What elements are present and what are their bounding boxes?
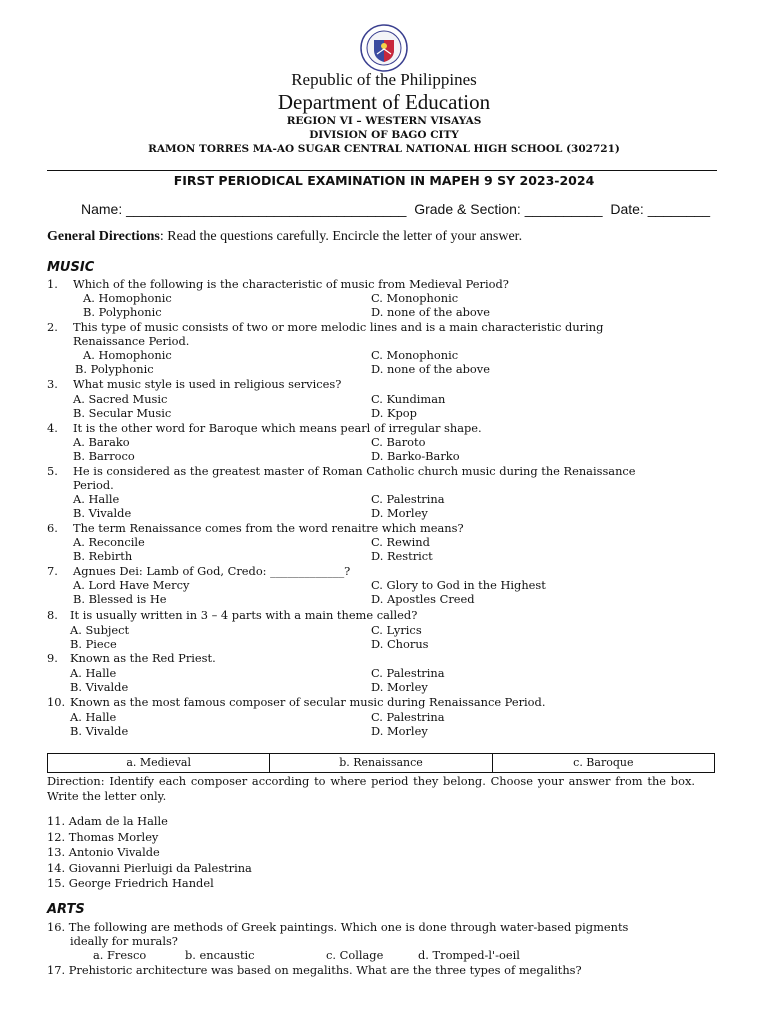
choice-c[interactable]: C. Palestrina [371, 710, 445, 724]
header-department: Department of Education [277, 90, 491, 114]
question-text: It is usually written in 3 – 4 parts with a main theme called? [70, 608, 418, 622]
matching-item: 14. Giovanni Pierluigi da Palestrina [47, 861, 252, 875]
question-number: 9. [47, 651, 58, 665]
question-number: 2. [47, 320, 58, 334]
section-title-arts: ARTS [47, 902, 85, 917]
choice-c[interactable]: C. Rewind [371, 535, 430, 549]
question-text: The term Renaissance comes from the word renaitre which means? [73, 521, 464, 535]
choice-a[interactable]: A. Sacred Music [73, 392, 168, 406]
name-grade-date-line[interactable]: Name: ____________________________________ Grade & Section: __________ Date: ________ [81, 201, 710, 217]
choice-c[interactable]: C. Lyrics [371, 623, 422, 637]
question-number: 3. [47, 377, 58, 391]
choice-a[interactable]: A. Homophonic [83, 291, 172, 305]
question-text: This type of music consists of two or more melodic lines and is a main characteristic during [73, 320, 604, 334]
question-text: What music style is used in religious services? [73, 377, 342, 391]
question-text: Agnues Dei: Lamb of God, Credo: _____________? [73, 564, 351, 578]
period-renaissance: b. Renaissance [270, 754, 492, 772]
choice-b[interactable]: B. Rebirth [73, 549, 133, 563]
general-directions-label: General Directions [47, 229, 160, 244]
question-number: 1. [47, 277, 58, 291]
question-text: 16. The following are methods of Greek paintings. Which one is done through water-based pigments [47, 920, 629, 934]
choice-a[interactable]: A. Homophonic [83, 348, 172, 362]
choice-c[interactable]: C. Palestrina [371, 666, 445, 680]
choice-b[interactable]: B. Secular Music [73, 406, 172, 420]
header-division: DIVISION OF BAGO CITY [309, 129, 459, 141]
choice-b[interactable]: B. Barroco [73, 449, 135, 463]
question-number: 5. [47, 464, 58, 478]
general-directions [47, 229, 522, 245]
deped-seal-icon [360, 24, 408, 72]
choice-a[interactable]: A. Halle [70, 666, 117, 680]
choice-b[interactable]: B. Vivalde [70, 680, 129, 694]
question-text-cont: ideally for murals? [70, 934, 178, 948]
choice-a[interactable]: A. Halle [73, 492, 120, 506]
question-text: 17. Prehistoric architecture was based on megaliths. What are the three types of megaliths? [47, 963, 582, 977]
choice-d[interactable]: D. Apostles Creed [371, 592, 475, 606]
header-republic: Republic of the Philippines [291, 70, 477, 89]
choice-b[interactable]: B. Piece [70, 637, 117, 651]
choice-a[interactable]: A. Halle [70, 710, 117, 724]
section-title-music: MUSIC [47, 260, 95, 275]
choice-c[interactable]: C. Palestrina [371, 492, 445, 506]
question-text: Known as the most famous composer of secular music during Renaissance Period. [70, 695, 546, 709]
matching-item: 13. Antonio Vivalde [47, 845, 160, 859]
question-number: 7. [47, 564, 58, 578]
choice-b[interactable]: B. Blessed is He [73, 592, 167, 606]
choice-a[interactable]: A. Lord Have Mercy [73, 578, 190, 592]
choice-b[interactable]: B. Vivalde [70, 724, 129, 738]
question-number: 8. [47, 608, 58, 622]
choice-d[interactable]: d. Tromped-l'-oeil [418, 948, 520, 962]
exam-title: FIRST PERIODICAL EXAMINATION IN MAPEH 9 SY 2023-2024 [173, 173, 595, 188]
period-medieval: a. Medieval [48, 754, 270, 772]
choice-c[interactable]: C. Monophonic [371, 348, 459, 362]
choice-d[interactable]: D. Morley [371, 506, 428, 520]
choice-b[interactable]: B. Polyphonic [75, 362, 154, 376]
header-school: RAMON TORRES MA-AO SUGAR CENTRAL NATIONAL HIGH SCHOOL (302721) [148, 143, 620, 155]
choice-d[interactable]: D. Morley [371, 724, 428, 738]
choice-d[interactable]: D. Barko-Barko [371, 449, 460, 463]
choice-b[interactable]: B. Polyphonic [83, 305, 162, 319]
matching-item: 12. Thomas Morley [47, 830, 159, 844]
choice-c[interactable]: C. Kundiman [371, 392, 446, 406]
question-text: He is considered as the greatest master of Roman Catholic church music during the Renaissance [73, 464, 636, 478]
choice-a[interactable]: A. Reconcile [73, 535, 145, 549]
matching-item: 11. Adam de la Halle [47, 814, 168, 828]
choice-c[interactable]: c. Collage [326, 948, 384, 962]
choice-c[interactable]: C. Baroto [371, 435, 426, 449]
choice-a[interactable]: A. Subject [70, 623, 130, 637]
choice-d[interactable]: D. Restrict [371, 549, 433, 563]
question-number: 4. [47, 421, 58, 435]
choice-b[interactable]: b. encaustic [185, 948, 255, 962]
question-text: Which of the following is the characteristic of music from Medieval Period? [73, 277, 509, 291]
choice-b[interactable]: B. Vivalde [73, 506, 132, 520]
matching-item: 15. George Friedrich Handel [47, 876, 214, 890]
choice-d[interactable]: D. Chorus [371, 637, 429, 651]
choice-a[interactable]: a. Fresco [93, 948, 147, 962]
question-number: 10. [47, 695, 66, 709]
question-text-cont: Renaissance Period. [73, 334, 190, 348]
period-baroque: c. Baroque [573, 756, 634, 769]
choice-d[interactable]: D. none of the above [371, 305, 490, 319]
choice-a[interactable]: A. Barako [73, 435, 130, 449]
matching-direction: Direction: Identify each composer according to where period they belong. Choose your answer from the box. Write the letter only. [47, 774, 695, 803]
choice-d[interactable]: D. Morley [371, 680, 428, 694]
header-region: REGION VI – WESTERN VISAYAS [286, 115, 482, 127]
choice-c[interactable]: C. Glory to God in the Highest [371, 578, 546, 592]
header-divider [47, 170, 717, 171]
general-directions-text: : Read the questions carefully. Encircle the letter of your answer. [159, 229, 523, 244]
choice-c[interactable]: C. Monophonic [371, 291, 459, 305]
question-text: It is the other word for Baroque which means pearl of irregular shape. [73, 421, 482, 435]
question-text-cont: Period. [73, 478, 114, 492]
question-number: 6. [47, 521, 58, 535]
question-text: Known as the Red Priest. [70, 651, 216, 665]
choice-d[interactable]: D. Kpop [371, 406, 417, 420]
period-choice-box [47, 753, 715, 773]
choice-d[interactable]: D. none of the above [371, 362, 490, 376]
